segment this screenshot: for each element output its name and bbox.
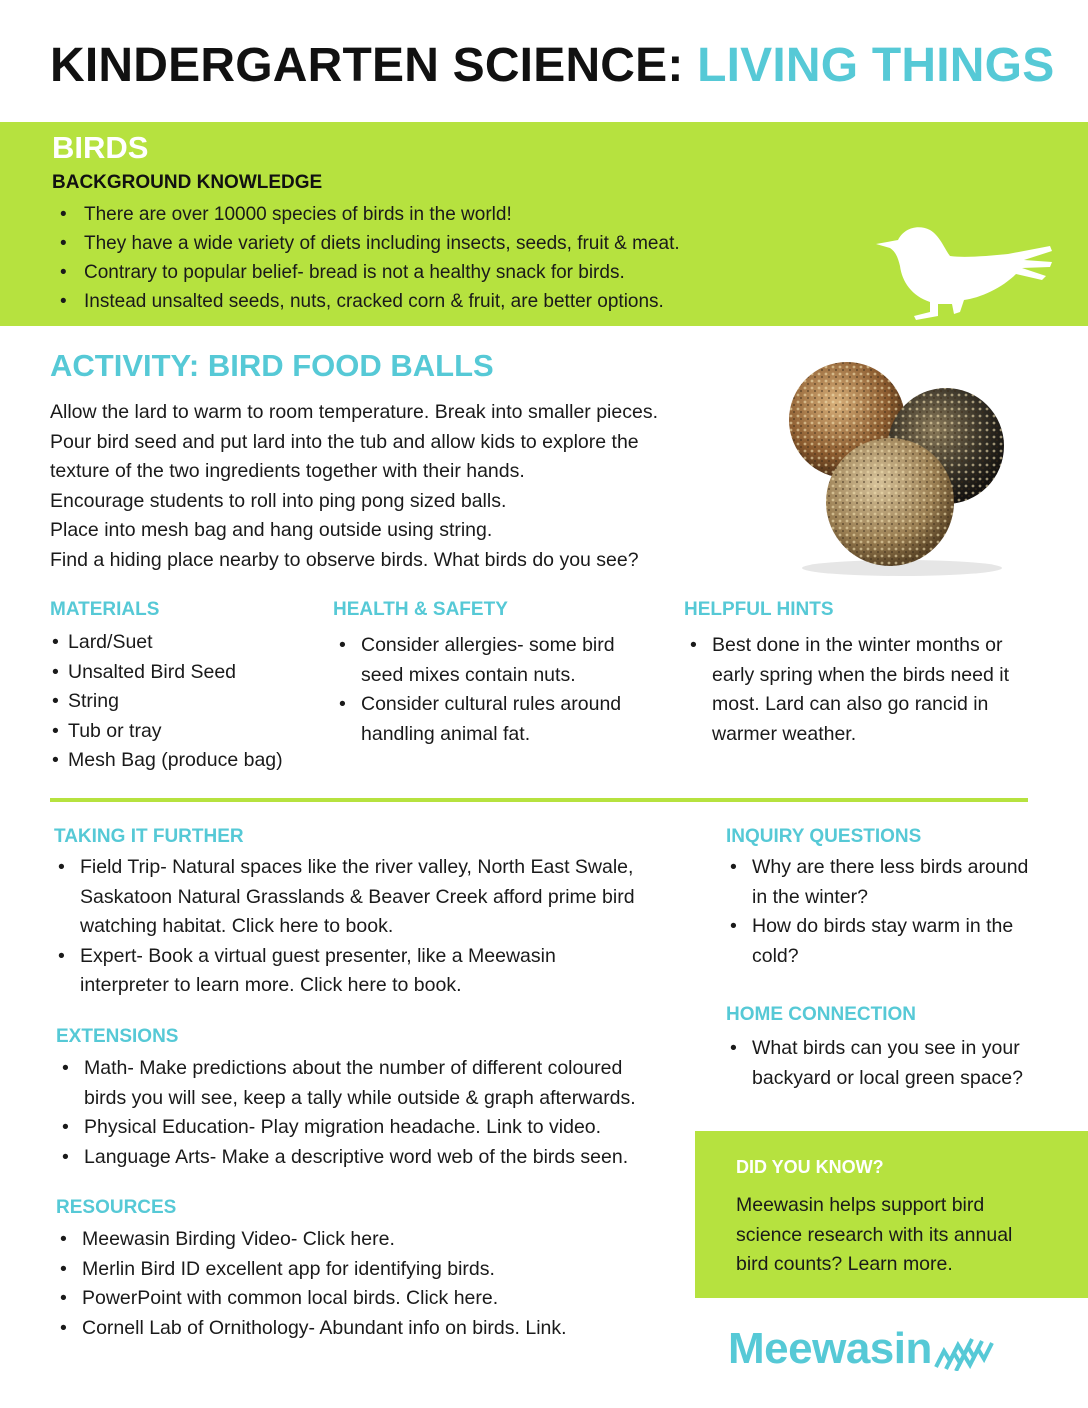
extensions-heading: EXTENSIONS xyxy=(56,1026,179,1047)
helpful-hints-heading: HELPFUL HINTS xyxy=(684,599,834,620)
list-item: • How do birds stay warm in the cold? xyxy=(726,912,1028,971)
home-connection-list xyxy=(726,1034,1023,1093)
list-item: • Best done in the winter months or early spring when the birds need it most. Lard can also go rancid in warmer weather. xyxy=(684,631,1044,749)
health-safety-list xyxy=(333,631,658,749)
instruction-line: Encourage students to roll into ping pong sized balls. xyxy=(50,489,507,512)
page-title xyxy=(50,38,1054,93)
list-item: • Merlin Bird ID excellent app for identifying birds. xyxy=(56,1255,567,1285)
meewasin-logo xyxy=(728,1324,994,1374)
title-main: KINDERGARTEN SCIENCE: xyxy=(50,39,684,92)
logo-text: Meewasin xyxy=(728,1324,932,1373)
background-knowledge-heading: BACKGROUND KNOWLEDGE xyxy=(52,172,323,193)
list-item: • Instead unsalted seeds, nuts, cracked corn & fruit, are better options. xyxy=(52,287,680,316)
resources-list xyxy=(56,1225,567,1343)
instruction-line: Place into mesh bag and hang outside using string. xyxy=(50,519,493,541)
inquiry-questions-heading: INQUIRY QUESTIONS xyxy=(726,826,922,847)
list-item: • They have a wide variety of diets including insects, seeds, fruit & meat. xyxy=(52,229,680,258)
list-item: • Consider allergies- some bird seed mixes contain nuts. xyxy=(333,631,658,690)
list-item: • Why are there less birds around in the winter? xyxy=(726,853,1028,912)
logo-wave-icon xyxy=(934,1327,994,1371)
home-connection-heading: HOME CONNECTION xyxy=(726,1004,916,1025)
did-you-know-text: Meewasin helps support bird science research with its annual bird counts? Learn more. xyxy=(736,1194,1013,1275)
extensions-list xyxy=(58,1054,636,1172)
list-item: • PowerPoint with common local birds. Click here. xyxy=(56,1284,567,1314)
list-item: • Meewasin Birding Video- Click here. xyxy=(56,1225,567,1255)
taking-it-further-list xyxy=(54,853,635,1001)
list-item: • What birds can you see in your backyard or local green space? xyxy=(726,1034,1023,1093)
bird-icon xyxy=(868,218,1058,330)
list-item: • Math- Make predictions about the number of different coloured birds you will see, keep a tally while outside & graph afterwards. xyxy=(58,1054,636,1113)
list-item: • String xyxy=(50,687,283,717)
did-you-know-heading: DID YOU KNOW? xyxy=(736,1157,884,1177)
instruction-line: texture of the two ingredients together with their hands. xyxy=(50,460,525,482)
activity-instructions xyxy=(50,398,658,575)
resources-heading: RESOURCES xyxy=(56,1197,177,1218)
background-knowledge-list xyxy=(52,200,680,316)
taking-it-further-heading: TAKING IT FURTHER xyxy=(54,826,244,847)
list-item: • Field Trip- Natural spaces like the river valley, North East Swale, Saskatoon Natural Grasslands & Beaver Creek afford prime bird watching habitat. Click here to book. xyxy=(54,853,635,942)
title-accent: LIVING THINGS xyxy=(697,39,1055,92)
inquiry-questions-list xyxy=(726,853,1028,971)
list-item: • Expert- Book a virtual guest presenter, like a Meewasin interpreter to learn more. Click here to book. xyxy=(54,942,635,1001)
list-item: • Language Arts- Make a descriptive word web of the birds seen. xyxy=(58,1143,636,1173)
materials-heading: MATERIALS xyxy=(50,599,160,620)
did-you-know-box xyxy=(695,1131,1088,1298)
materials-list xyxy=(50,628,283,776)
section-divider xyxy=(50,798,1028,802)
activity-heading: ACTIVITY: BIRD FOOD BALLS xyxy=(50,348,494,383)
list-item: • Lard/Suet xyxy=(50,628,283,658)
instruction-line: Pour bird seed and put lard into the tub and allow kids to explore the xyxy=(50,430,639,453)
list-item: • Tub or tray xyxy=(50,717,283,747)
list-item: • Unsalted Bird Seed xyxy=(50,658,283,688)
birds-heading: BIRDS xyxy=(52,130,149,165)
helpful-hints-list xyxy=(684,631,1044,749)
instruction-line: Find a hiding place nearby to observe birds. What birds do you see? xyxy=(50,548,639,571)
list-item: • Contrary to popular belief- bread is not a healthy snack for birds. xyxy=(52,258,680,287)
list-item: • Physical Education- Play migration headache. Link to video. xyxy=(58,1113,636,1143)
instruction-line: Allow the lard to warm to room temperature. Break into smaller pieces. xyxy=(50,401,658,423)
list-item: • Mesh Bag (produce bag) xyxy=(50,746,283,776)
bird-food-balls-image xyxy=(782,358,1022,578)
list-item: • Cornell Lab of Ornithology- Abundant info on birds. Link. xyxy=(56,1314,567,1344)
list-item: • There are over 10000 species of birds in the world! xyxy=(52,200,680,229)
health-safety-heading: HEALTH & SAFETY xyxy=(333,599,508,620)
list-item: • Consider cultural rules around handling animal fat. xyxy=(333,690,658,749)
